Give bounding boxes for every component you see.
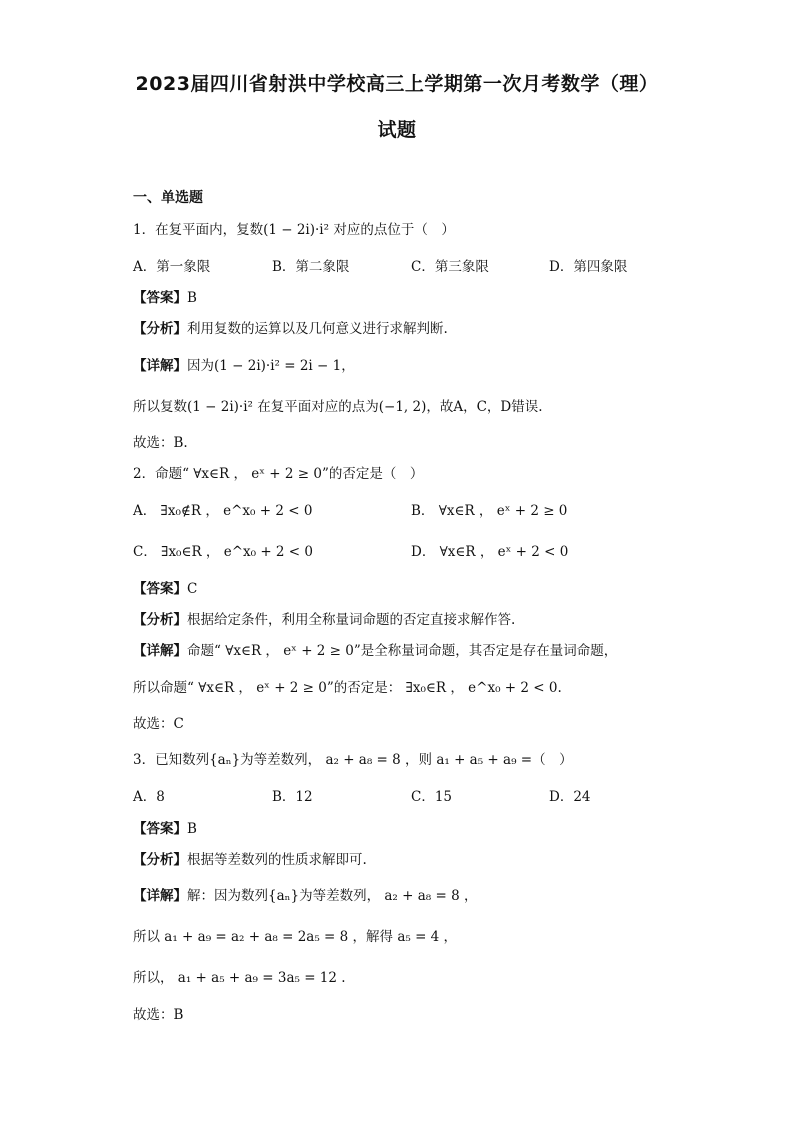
q3-stem: 3．已知数列{aₙ}为等差数列， a₂ + a₈ = 8 ，则 a₁ + a₅ + a₉ =（ ）: [133, 752, 573, 768]
analysis-label: 【分析】: [133, 852, 187, 868]
q1-stem: 1．在复平面内，复数(1 − 2i)·i² 对应的点位于（ ）: [133, 222, 455, 238]
q1-analysis: 利用复数的运算以及几何意义进行求解判断.: [187, 321, 448, 337]
q2-analysis: 根据给定条件，利用全称量词命题的否定直接求解作答.: [187, 612, 516, 628]
q2-option-d: D． ∀x∈R ， eˣ + 2 < 0: [411, 544, 569, 560]
q3-detail: 解：因为数列{aₙ}为等差数列， a₂ + a₈ = 8 ，: [187, 888, 478, 904]
q3-choose: 故选：B: [133, 1007, 184, 1023]
q1-detail-line2: 所以复数(1 − 2i)·i² 在复平面对应的点为(−1, 2)，故A，C，D错误.: [133, 399, 543, 415]
q3-option-d: D．24: [549, 789, 591, 805]
q3-answer-row: [133, 817, 197, 837]
q1-analysis-row: [133, 317, 448, 337]
q1-option-d: D．第四象限: [549, 259, 628, 275]
q3-analysis: 根据等差数列的性质求解即可.: [187, 852, 367, 868]
q2-choose: 故选：C: [133, 716, 184, 732]
q2-answer-row: [133, 577, 197, 597]
q1-detail-row: [133, 354, 355, 374]
q1-answer: B: [187, 290, 197, 306]
q2-stem: 2．命题“ ∀x∈R ， eˣ + 2 ≥ 0”的否定是（ ）: [133, 466, 424, 482]
doc-title-line2: 试题: [377, 119, 417, 141]
q2-answer: C: [187, 581, 198, 597]
answer-label: 【答案】: [133, 581, 187, 597]
q1-answer-row: [133, 286, 197, 306]
detail-label: 【详解】: [133, 358, 187, 374]
q3-option-a: A．8: [133, 789, 165, 805]
doc-title-line1: 2023届四川省射洪中学校高三上学期第一次月考数学（理）: [135, 73, 659, 95]
q3-option-b: B．12: [272, 789, 313, 805]
q3-answer: B: [187, 821, 197, 837]
q2-detail-row: [133, 639, 617, 659]
q3-analysis-row: [133, 848, 367, 868]
q3-detail-line3: 所以， a₁ + a₅ + a₉ = 3a₅ = 12 .: [133, 970, 346, 986]
q1-choose: 故选：B.: [133, 435, 188, 451]
q2-option-b: B． ∀x∈R ， eˣ + 2 ≥ 0: [411, 503, 568, 519]
q1-detail: 因为(1 − 2i)·i² = 2i − 1，: [187, 358, 355, 374]
analysis-label: 【分析】: [133, 321, 187, 337]
q2-detail-line2: 所以命题“ ∀x∈R ， eˣ + 2 ≥ 0”的否定是： ∃x₀∈R ， e^x₀ + 2 < 0.: [133, 680, 562, 696]
answer-label: 【答案】: [133, 821, 187, 837]
q3-detail-line2: 所以 a₁ + a₉ = a₂ + a₈ = 2a₅ = 8 ，解得 a₅ = 4 ，: [133, 929, 458, 945]
q3-detail-row: [133, 884, 477, 904]
detail-label: 【详解】: [133, 888, 187, 904]
q1-option-b: B．第二象限: [272, 259, 350, 275]
q1-option-a: A．第一象限: [133, 259, 211, 275]
analysis-label: 【分析】: [133, 612, 187, 628]
section-heading: 一、单选题: [133, 190, 203, 206]
answer-label: 【答案】: [133, 290, 187, 306]
detail-label: 【详解】: [133, 643, 187, 659]
q1-option-c: C．第三象限: [411, 259, 489, 275]
q2-option-a: A． ∃x₀∉R ， e^x₀ + 2 < 0: [133, 503, 313, 519]
q2-option-c: C． ∃x₀∈R ， e^x₀ + 2 < 0: [133, 544, 314, 560]
q3-option-c: C．15: [411, 789, 453, 805]
q2-analysis-row: [133, 608, 515, 628]
q2-detail: 命题“ ∀x∈R ， eˣ + 2 ≥ 0”是全称量词命题，其否定是存在量词命题，: [187, 643, 618, 659]
